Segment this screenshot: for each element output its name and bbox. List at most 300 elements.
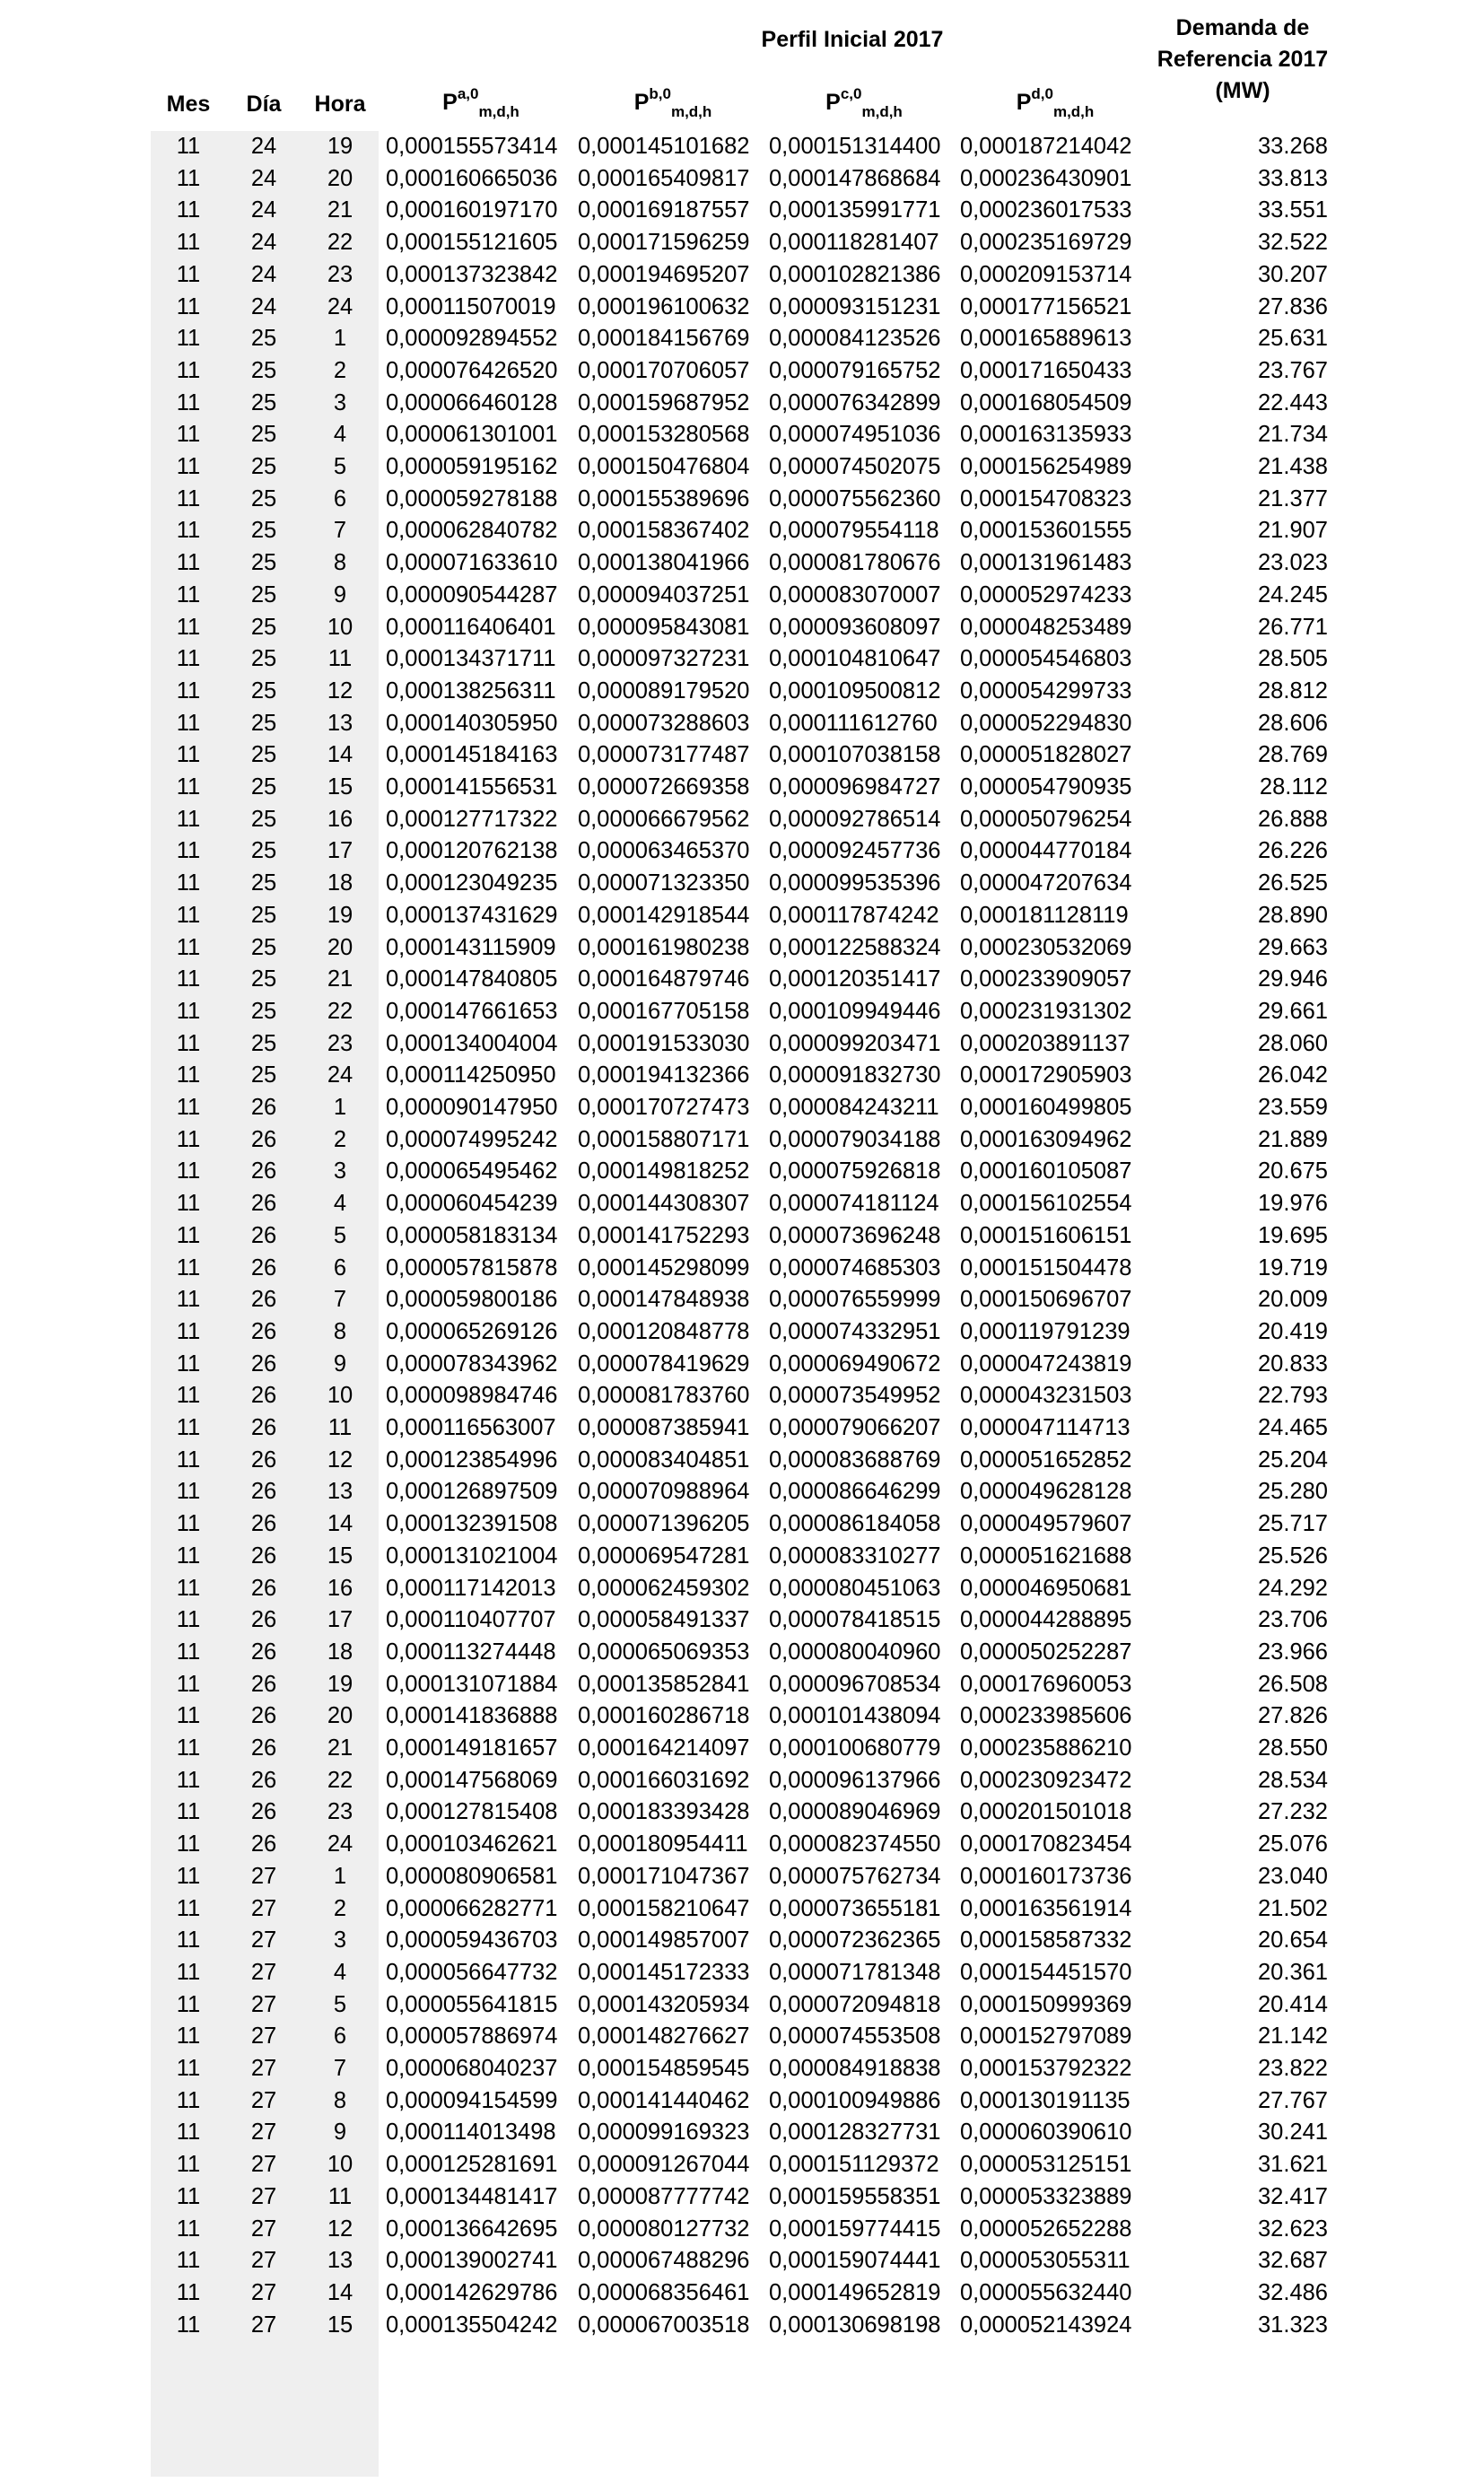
cell-mes: 11 [176, 2152, 201, 2178]
cell-hora: 10 [327, 614, 354, 640]
cell-hora: 18 [327, 870, 354, 896]
cell-pd: 0,000158587332 [960, 1927, 1132, 1953]
cell-pb: 0,000080127732 [578, 2216, 750, 2242]
header-pc [769, 84, 959, 120]
cell-demanda: 20.414 [1258, 1991, 1328, 2017]
cell-dia: 25 [250, 518, 277, 544]
cell-demanda: 28.112 [1259, 774, 1328, 800]
cell-demanda: 27.232 [1258, 1799, 1328, 1825]
cell-hora: 11 [327, 1415, 353, 1440]
table-row [0, 484, 1484, 516]
cell-pd: 0,000055632440 [960, 2279, 1132, 2305]
cell-pc: 0,000074951036 [769, 422, 941, 448]
cell-pd: 0,000163561914 [960, 1895, 1132, 1921]
cell-pb: 0,000078419629 [578, 1350, 750, 1377]
cell-mes: 11 [176, 1095, 201, 1120]
cell-pc: 0,000074685303 [769, 1254, 941, 1280]
cell-hora: 6 [333, 485, 347, 511]
cell-demanda: 23.040 [1258, 1863, 1328, 1889]
cell-pa: 0,000065495462 [386, 1158, 558, 1184]
cell-dia: 24 [250, 261, 277, 287]
cell-pb: 0,000071323350 [578, 870, 750, 896]
cell-pa: 0,000066460128 [386, 389, 558, 415]
header-hora: Hora [314, 92, 366, 117]
cell-pa: 0,000123049235 [386, 870, 558, 896]
cell-pc: 0,000147868684 [769, 165, 941, 191]
cell-pa: 0,000137431629 [386, 902, 558, 928]
cell-dia: 25 [250, 326, 277, 352]
table-row [0, 2310, 1484, 2342]
cell-pa: 0,000062840782 [386, 518, 558, 544]
cell-pc: 0,000073655181 [769, 1895, 941, 1921]
cell-dia: 25 [250, 806, 277, 832]
cell-pb: 0,000167705158 [578, 998, 750, 1024]
cell-dia: 24 [250, 165, 277, 191]
cell-pa: 0,000059800186 [386, 1287, 558, 1313]
header-pb-base: P [633, 90, 650, 115]
cell-pd: 0,000231931302 [960, 998, 1132, 1024]
cell-dia: 26 [250, 1735, 277, 1761]
cell-pa: 0,000132391508 [386, 1511, 558, 1537]
cell-hora: 20 [327, 1703, 354, 1729]
cell-mes: 11 [176, 1511, 201, 1537]
cell-pd: 0,000171650433 [960, 357, 1132, 383]
cell-hora: 9 [333, 1350, 347, 1377]
cell-demanda: 28.890 [1258, 902, 1328, 928]
cell-pc: 0,000159558351 [769, 2183, 941, 2209]
cell-demanda: 33.268 [1258, 134, 1328, 159]
cell-pc: 0,000107038158 [769, 742, 941, 768]
cell-hora: 12 [327, 677, 354, 704]
cell-dia: 27 [250, 2248, 277, 2274]
cell-pc: 0,000079034188 [769, 1126, 941, 1152]
cell-pb: 0,000160286718 [578, 1703, 750, 1729]
cell-pa: 0,000160665036 [386, 165, 558, 191]
cell-demanda: 24.465 [1258, 1415, 1328, 1440]
cell-hora: 10 [327, 1383, 354, 1409]
cell-pc: 0,000149652819 [769, 2279, 941, 2305]
cell-pd: 0,000051828027 [960, 742, 1132, 768]
cell-pd: 0,000151606151 [960, 1222, 1132, 1248]
cell-pd: 0,000160105087 [960, 1158, 1132, 1184]
cell-pc: 0,000075562360 [769, 485, 941, 511]
cell-pc: 0,000079165752 [769, 357, 941, 383]
cell-mes: 11 [176, 2183, 201, 2209]
cell-pd: 0,000052974233 [960, 581, 1132, 607]
header-pc-sup: c,0 [840, 84, 862, 102]
cell-pa: 0,000057886974 [386, 2023, 558, 2050]
cell-pa: 0,000103462621 [386, 1831, 558, 1857]
cell-hora: 19 [327, 134, 354, 159]
cell-demanda: 28.550 [1258, 1735, 1328, 1761]
cell-mes: 11 [176, 1126, 201, 1152]
table-row [0, 1796, 1484, 1829]
cell-mes: 11 [176, 806, 201, 832]
cell-hora: 16 [327, 806, 354, 832]
cell-demanda: 21.142 [1258, 2023, 1328, 2050]
cell-pb: 0,000063465370 [578, 838, 750, 864]
cell-pd: 0,000052652288 [960, 2216, 1132, 2242]
cell-hora: 8 [333, 550, 347, 576]
cell-dia: 26 [250, 1639, 277, 1665]
cell-demanda: 21.377 [1258, 485, 1328, 511]
cell-mes: 11 [176, 293, 201, 319]
cell-mes: 11 [176, 422, 201, 448]
cell-mes: 11 [176, 1863, 201, 1889]
cell-pc: 0,000092786514 [769, 806, 941, 832]
cell-mes: 11 [176, 1254, 201, 1280]
cell-hora: 1 [333, 1863, 347, 1889]
cell-pc: 0,000130698198 [769, 2312, 941, 2338]
table-row [0, 1349, 1484, 1381]
header-pd [960, 84, 1150, 120]
cell-pb: 0,000169187557 [578, 197, 750, 223]
cell-hora: 20 [327, 165, 354, 191]
cell-dia: 24 [250, 230, 277, 256]
cell-pb: 0,000171596259 [578, 230, 750, 256]
cell-pa: 0,000126897509 [386, 1479, 558, 1505]
cell-pa: 0,000057815878 [386, 1254, 558, 1280]
cell-pb: 0,000154859545 [578, 2056, 750, 2081]
cell-pc: 0,000086184058 [769, 1511, 941, 1537]
cell-hora: 1 [333, 326, 347, 352]
cell-hora: 13 [327, 2248, 354, 2274]
table-row [0, 2214, 1484, 2246]
cell-dia: 26 [250, 1158, 277, 1184]
cell-pa: 0,000127815408 [386, 1799, 558, 1825]
cell-pb: 0,000184156769 [578, 326, 750, 352]
table-row [0, 1220, 1484, 1253]
cell-demanda: 25.076 [1258, 1831, 1328, 1857]
cell-dia: 25 [250, 934, 277, 960]
cell-dia: 25 [250, 485, 277, 511]
cell-mes: 11 [176, 838, 201, 864]
cell-mes: 11 [176, 1607, 201, 1633]
cell-pd: 0,000119791239 [960, 1318, 1130, 1344]
cell-pa: 0,000068040237 [386, 2056, 558, 2081]
cell-mes: 11 [176, 2312, 201, 2338]
cell-hora: 14 [327, 1511, 354, 1537]
cell-pd: 0,000170823454 [960, 1831, 1132, 1857]
table-row [0, 1188, 1484, 1220]
cell-hora: 24 [327, 1062, 354, 1088]
cell-pd: 0,000048253489 [960, 614, 1132, 640]
cell-hora: 11 [327, 646, 353, 672]
cell-hora: 9 [333, 581, 347, 607]
cell-pc: 0,000093151231 [769, 293, 941, 319]
cell-demanda: 25.526 [1258, 1543, 1328, 1569]
cell-pa: 0,000131071884 [386, 1671, 558, 1697]
cell-pd: 0,000154451570 [960, 1959, 1132, 1985]
cell-hora: 24 [327, 293, 354, 319]
cell-pa: 0,000076426520 [386, 357, 558, 383]
cell-pb: 0,000067003518 [578, 2312, 750, 2338]
header-dia: Día [246, 92, 282, 117]
cell-pd: 0,000044288895 [960, 1607, 1132, 1633]
cell-dia: 26 [250, 1222, 277, 1248]
cell-mes: 11 [176, 1318, 201, 1344]
cell-pb: 0,000068356461 [578, 2279, 750, 2305]
cell-mes: 11 [176, 134, 201, 159]
cell-pd: 0,000046950681 [960, 1575, 1132, 1601]
header-pb-sub: m,d,h [670, 103, 712, 120]
cell-pb: 0,000150476804 [578, 454, 750, 479]
cell-mes: 11 [176, 1447, 201, 1473]
cell-pd: 0,000130191135 [960, 2087, 1130, 2113]
cell-pa: 0,000071633610 [386, 550, 558, 576]
table-row [0, 195, 1484, 227]
cell-mes: 11 [176, 902, 201, 928]
cell-pb: 0,000149857007 [578, 1927, 750, 1953]
table-row [0, 580, 1484, 612]
cell-dia: 25 [250, 581, 277, 607]
cell-hora: 14 [327, 742, 354, 768]
cell-hora: 1 [333, 1095, 347, 1120]
cell-hora: 8 [333, 1318, 347, 1344]
cell-mes: 11 [176, 1350, 201, 1377]
table-row [0, 676, 1484, 708]
table-row [0, 1733, 1484, 1765]
cell-pa: 0,000059436703 [386, 1927, 558, 1953]
table-row [0, 2117, 1484, 2149]
cell-pa: 0,000160197170 [386, 197, 558, 223]
cell-mes: 11 [176, 1735, 201, 1761]
cell-hora: 10 [327, 2152, 354, 2178]
cell-demanda: 28.060 [1258, 1030, 1328, 1056]
cell-demanda: 32.687 [1258, 2248, 1328, 2274]
cell-pc: 0,000074332951 [769, 1318, 941, 1344]
cell-hora: 16 [327, 1575, 354, 1601]
cell-mes: 11 [176, 1799, 201, 1825]
cell-pc: 0,000111612760 [769, 710, 938, 736]
cell-pb: 0,000170706057 [578, 357, 750, 383]
cell-dia: 25 [250, 742, 277, 768]
cell-mes: 11 [176, 1383, 201, 1409]
cell-hora: 24 [327, 1831, 354, 1857]
cell-pc: 0,000083310277 [769, 1543, 941, 1569]
cell-hora: 9 [333, 2120, 347, 2146]
cell-pb: 0,000141752293 [578, 1222, 750, 1248]
cell-pc: 0,000072362365 [769, 1927, 941, 1953]
table-row [0, 547, 1484, 580]
table-row [0, 2277, 1484, 2310]
cell-demanda: 20.419 [1258, 1318, 1328, 1344]
table-row [0, 259, 1484, 292]
cell-hora: 11 [327, 2183, 353, 2209]
cell-pa: 0,000116406401 [386, 614, 556, 640]
cell-hora: 17 [327, 838, 354, 864]
cell-demanda: 23.966 [1258, 1639, 1328, 1665]
cell-hora: 19 [327, 902, 354, 928]
cell-demanda: 29.946 [1258, 966, 1328, 992]
table-row [0, 1253, 1484, 1285]
cell-dia: 26 [250, 1126, 277, 1152]
table-row [0, 515, 1484, 547]
cell-pa: 0,000092894552 [386, 326, 558, 352]
table-row [0, 1508, 1484, 1541]
cell-mes: 11 [176, 1991, 201, 2017]
demand-header [1139, 13, 1346, 107]
cell-hora: 7 [333, 1287, 347, 1313]
cell-pc: 0,000075926818 [769, 1158, 941, 1184]
table-row [0, 1829, 1484, 1861]
cell-dia: 25 [250, 710, 277, 736]
cell-pb: 0,000099169323 [578, 2120, 750, 2146]
cell-pc: 0,000078418515 [769, 1607, 941, 1633]
cell-dia: 25 [250, 902, 277, 928]
cell-dia: 27 [250, 2056, 277, 2081]
header-pd-sup: d,0 [1031, 84, 1053, 102]
cell-pa: 0,000113274448 [386, 1639, 556, 1665]
cell-pb: 0,000144308307 [578, 1191, 750, 1217]
cell-pd: 0,000052143924 [960, 2312, 1132, 2338]
cell-pc: 0,000071781348 [769, 1959, 941, 1985]
cell-pc: 0,000075762734 [769, 1863, 941, 1889]
header-mes: Mes [166, 92, 211, 117]
cell-demanda: 24.292 [1258, 1575, 1328, 1601]
cell-pb: 0,000089179520 [578, 677, 750, 704]
cell-pd: 0,000233985606 [960, 1703, 1132, 1729]
cell-hora: 7 [333, 518, 347, 544]
cell-dia: 26 [250, 1350, 277, 1377]
cell-pc: 0,000079554118 [769, 518, 939, 544]
cell-dia: 27 [250, 1863, 277, 1889]
cell-pd: 0,000050252287 [960, 1639, 1132, 1665]
cell-dia: 25 [250, 774, 277, 800]
cell-pd: 0,000150696707 [960, 1287, 1132, 1313]
cell-pa: 0,000141836888 [386, 1703, 558, 1729]
cell-pc: 0,000093608097 [769, 614, 941, 640]
table-row [0, 996, 1484, 1028]
cell-pc: 0,000084918838 [769, 2056, 941, 2081]
table-row [0, 2085, 1484, 2118]
cell-dia: 25 [250, 646, 277, 672]
header-pc-base: P [825, 90, 841, 115]
cell-demanda: 27.826 [1258, 1703, 1328, 1729]
cell-demanda: 21.889 [1258, 1126, 1328, 1152]
cell-pa: 0,000142629786 [386, 2279, 558, 2305]
cell-mes: 11 [176, 1191, 201, 1217]
table-row [0, 1893, 1484, 1926]
cell-mes: 11 [176, 2279, 201, 2305]
table-row [0, 1476, 1484, 1508]
cell-pa: 0,000065269126 [386, 1318, 558, 1344]
cell-demanda: 32.486 [1258, 2279, 1328, 2305]
cell-pb: 0,000158210647 [578, 1895, 750, 1921]
cell-pb: 0,000081783760 [578, 1383, 750, 1409]
cell-pc: 0,000084123526 [769, 326, 941, 352]
cell-mes: 11 [176, 518, 201, 544]
cell-demanda: 28.769 [1258, 742, 1328, 768]
cell-hora: 22 [327, 230, 354, 256]
cell-dia: 25 [250, 1062, 277, 1088]
cell-pc: 0,000080451063 [769, 1575, 941, 1601]
cell-mes: 11 [176, 1959, 201, 1985]
cell-pb: 0,000145101682 [578, 134, 750, 159]
table-row [0, 1124, 1484, 1157]
cell-mes: 11 [176, 1575, 201, 1601]
cell-mes: 11 [176, 1639, 201, 1665]
cell-pc: 0,000074181124 [769, 1191, 939, 1217]
cell-pd: 0,000053323889 [960, 2183, 1132, 2209]
cell-pc: 0,000159774415 [769, 2216, 941, 2242]
cell-dia: 25 [250, 422, 277, 448]
cell-mes: 11 [176, 1415, 201, 1440]
cell-pb: 0,000159687952 [578, 389, 750, 415]
cell-dia: 26 [250, 1703, 277, 1729]
cell-mes: 11 [176, 2216, 201, 2242]
cell-pa: 0,000120762138 [386, 838, 558, 864]
cell-pa: 0,000134371711 [386, 646, 556, 672]
table-row [0, 1156, 1484, 1188]
cell-pb: 0,000196100632 [578, 293, 750, 319]
cell-pa: 0,000114250950 [386, 1062, 556, 1088]
cell-pb: 0,000170727473 [578, 1095, 750, 1120]
cell-pc: 0,000076342899 [769, 389, 941, 415]
cell-dia: 26 [250, 1415, 277, 1440]
cell-demanda: 32.522 [1258, 230, 1328, 256]
cell-pd: 0,000051621688 [960, 1543, 1132, 1569]
table-row [0, 388, 1484, 420]
cell-pc: 0,000102821386 [769, 261, 941, 287]
cell-pb: 0,000158807171 [578, 1126, 750, 1152]
cell-dia: 25 [250, 998, 277, 1024]
cell-demanda: 20.654 [1258, 1927, 1328, 1953]
cell-pc: 0,000096137966 [769, 1767, 941, 1793]
cell-hora: 15 [327, 1543, 354, 1569]
cell-hora: 4 [333, 422, 347, 448]
cell-pa: 0,000137323842 [386, 261, 558, 287]
cell-mes: 11 [176, 2248, 201, 2274]
cell-pa: 0,000058183134 [386, 1222, 558, 1248]
cell-pd: 0,000151504478 [960, 1254, 1132, 1280]
cell-hora: 2 [333, 1126, 347, 1152]
cell-pa: 0,000066282771 [386, 1895, 558, 1921]
cell-pa: 0,000139002741 [386, 2248, 558, 2274]
cell-hora: 15 [327, 2312, 354, 2338]
cell-dia: 26 [250, 1671, 277, 1697]
cell-dia: 26 [250, 1543, 277, 1569]
cell-pc: 0,000128327731 [769, 2120, 941, 2146]
cell-pc: 0,000151129372 [769, 2152, 939, 2178]
cell-mes: 11 [176, 1767, 201, 1793]
cell-pb: 0,000194132366 [578, 1062, 750, 1088]
cell-demanda: 21.907 [1258, 518, 1328, 544]
header-pb-sup: b,0 [649, 84, 671, 102]
cell-dia: 26 [250, 1479, 277, 1505]
cell-pa: 0,000141556531 [386, 774, 558, 800]
cell-pa: 0,000078343962 [386, 1350, 558, 1377]
cell-mes: 11 [176, 1479, 201, 1505]
cell-pc: 0,000074553508 [769, 2023, 941, 2050]
cell-pd: 0,000236017533 [960, 197, 1132, 223]
cell-pd: 0,000054299733 [960, 677, 1132, 704]
cell-pd: 0,000044770184 [960, 838, 1132, 864]
cell-pd: 0,000176960053 [960, 1671, 1132, 1697]
table-row [0, 1604, 1484, 1637]
cell-pa: 0,000149181657 [386, 1735, 558, 1761]
demand-header-line1: Demanda de [1175, 15, 1310, 40]
table-row [0, 1765, 1484, 1797]
cell-demanda: 26.042 [1258, 1062, 1328, 1088]
table-row [0, 772, 1484, 804]
cell-demanda: 27.767 [1258, 2087, 1328, 2113]
cell-dia: 27 [250, 1991, 277, 2017]
cell-dia: 27 [250, 2023, 277, 2050]
cell-pa: 0,000080906581 [386, 1863, 558, 1889]
table-row [0, 227, 1484, 259]
cell-pa: 0,000090544287 [386, 581, 558, 607]
